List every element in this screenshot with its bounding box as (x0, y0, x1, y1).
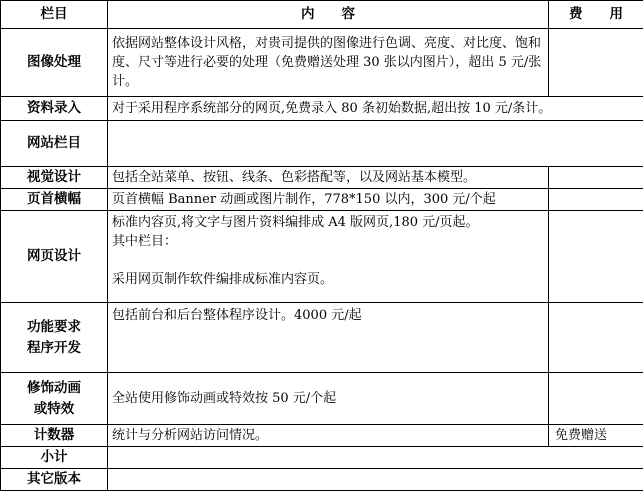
header-category: 栏目 (1, 1, 108, 29)
row-category: 计数器 (1, 425, 108, 447)
row-content: 依据网站整体设计风格，对贵司提供的图像进行色调、亮度、对比度、饱和 度、尺寸等进行必要的处理（免费赠送处理 30 张以内图片），超出 5 元/张 计。 (108, 29, 549, 97)
row-category: 页首横幅 (1, 189, 108, 211)
table-header-row (1, 1, 643, 29)
table-row (1, 447, 643, 469)
row-content: 标准内容页,将文字与图片资料编排成 A4 版网页,180 元/页起。 其中栏目： 采用网页制作软件编排成标准内容页。 (108, 211, 549, 303)
row-content: 对于采用程序系统部分的网页,免费录入 80 条初始数据,超出按 10 元/条计。 (108, 97, 643, 121)
row-category: 网站栏目 (1, 121, 108, 167)
row-category: 小计 (1, 447, 108, 469)
row-content (108, 121, 643, 167)
row-category: 修饰动画 或特效 (1, 373, 108, 425)
table-row (1, 29, 643, 97)
table-row (1, 167, 643, 189)
row-fee (549, 167, 643, 189)
table-row (1, 425, 643, 447)
row-fee (549, 303, 643, 373)
row-category: 视觉设计 (1, 167, 108, 189)
table-row (1, 189, 643, 211)
row-content: 统计与分析网站访问情况。 (108, 425, 549, 447)
table-row (1, 373, 643, 425)
row-content (108, 447, 643, 469)
header-content: 内 容 (108, 1, 549, 29)
header-fee: 费 用 (549, 1, 643, 29)
row-category: 图像处理 (1, 29, 108, 97)
table-row (1, 97, 643, 121)
row-fee (549, 211, 643, 303)
row-fee (549, 29, 643, 97)
table-row (1, 121, 643, 167)
row-category: 网页设计 (1, 211, 108, 303)
row-content: 包括全站菜单、按钮、线条、色彩搭配等，以及网站基本模型。 (108, 167, 549, 189)
row-content (108, 469, 643, 491)
table-row (1, 469, 643, 491)
row-category: 其它版本 (1, 469, 108, 491)
table-row (1, 303, 643, 373)
row-category: 资料录入 (1, 97, 108, 121)
table-row (1, 211, 643, 303)
row-content: 页首横幅 Banner 动画或图片制作，778*150 以内，300 元/个起 (108, 189, 549, 211)
row-fee (549, 189, 643, 211)
row-fee: 免费赠送 (549, 425, 643, 447)
row-content: 全站使用修饰动画或特效按 50 元/个起 (108, 373, 549, 425)
row-fee (549, 373, 643, 425)
row-category: 功能要求 程序开发 (1, 303, 108, 373)
row-content: 包括前台和后台整体程序设计。4000 元/起 (108, 303, 549, 373)
